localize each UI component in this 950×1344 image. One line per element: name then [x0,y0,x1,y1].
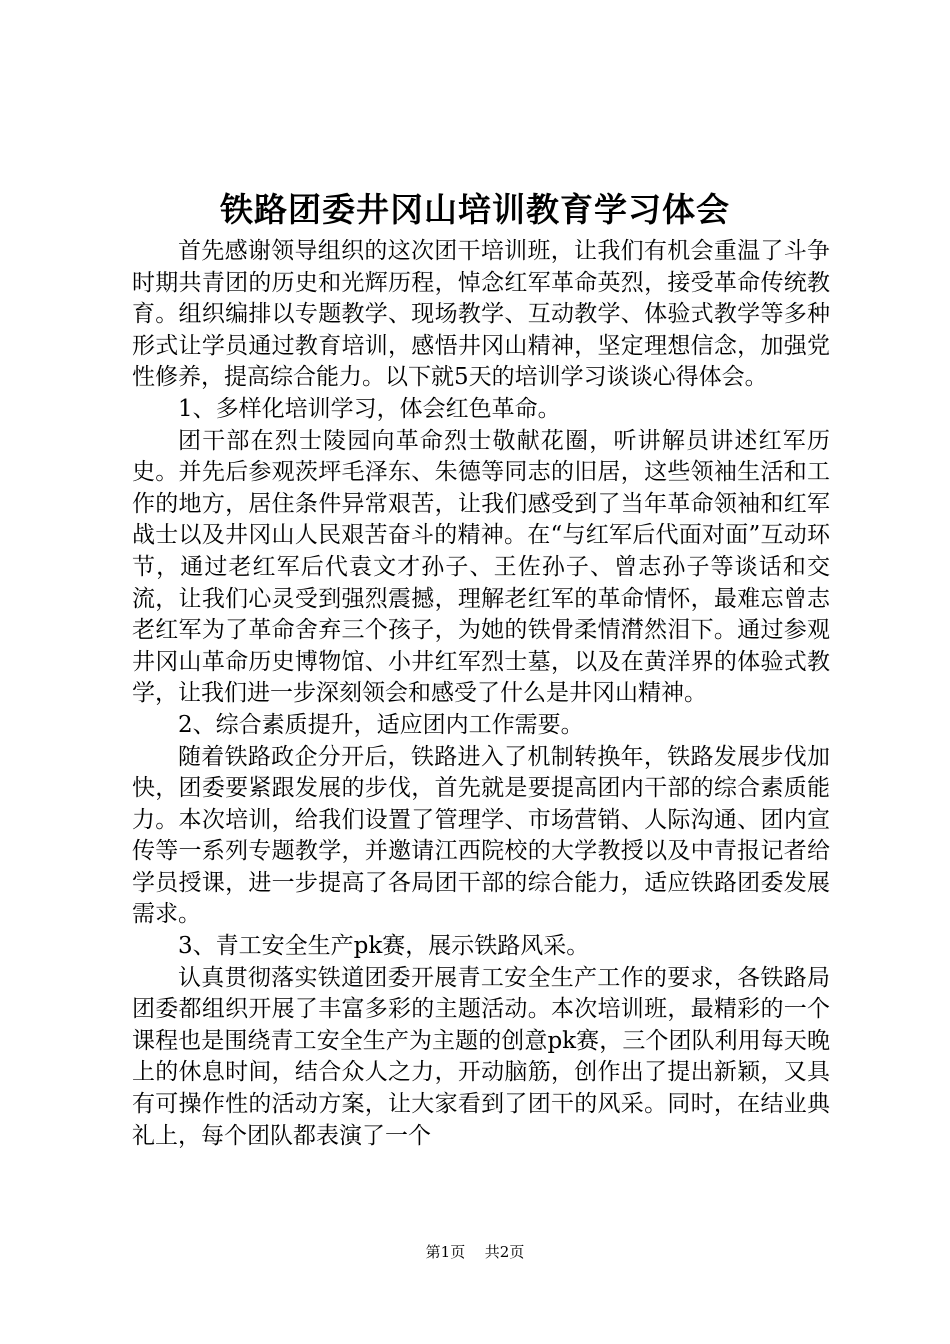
page-number-current: 第1页 [425,1243,466,1261]
paragraph-section-3: 认真贯彻落实铁道团委开展青工安全生产工作的要求，各铁路局团委都组织开展了丰富多彩的主题活动。本次培训班，最精彩的一个课程也是围绕青工安全生产为主题的创意pk赛，三个团队利用每天晚上的休息时间，结合众人之力，开动脑筋，创作出了提出新颖，又具有可操作性的活动方案，让大家看到了团干的风采。同时，在结业典礼上，每个团队都表演了一个 [132,964,830,1149]
section-heading-3: 3、青工安全生产pk赛，展示铁路风采。 [178,933,590,960]
section-heading-2: 2、综合素质提升，适应团内工作需要。 [178,711,584,738]
paragraph-section-2: 随着铁路政企分开后，铁路进入了机制转换年，铁路发展步伐加快，团委要紧跟发展的步伐，首先就是要提高团内干部的综合素质能力。本次培训，给我们设置了管理学、市场营销、人际沟通、团内宣传等一系列专题教学，并邀请江西院校的大学教授以及中青报记者给学员授课，进一步提高了各局团干部的综合能力，适应铁路团委发展需求。 [132,743,830,928]
page-footer [0,1242,950,1262]
document-body [132,236,830,1152]
paragraph-intro: 首先感谢领导组织的这次团干培训班，让我们有机会重温了斗争时期共青团的历史和光辉历程，悼念红军革命英烈，接受革命传统教育。组织编排以专题教学、现场教学、互动教学、体验式教学等多种形式让学员通过教育培训，感悟井冈山精神，坚定理想信念，加强党性修养，提高综合能力。以下就5天的培训学习谈谈心得体会。 [132,238,830,391]
section-heading-1: 1、多样化培训学习，体会红色革命。 [178,395,561,422]
document-title: 铁路团委井冈山培训教育学习体会 [220,190,730,229]
page-number-total: 共2页 [484,1243,525,1261]
paragraph-section-1: 团干部在烈士陵园向革命烈士敬献花圈，听讲解员讲述红军历史。并先后参观茨坪毛泽东、朱德等同志的旧居，这些领袖生活和工作的地方，居住条件异常艰苦，让我们感受到了当年革命领袖和红军战士以及井冈山人民艰苦奋斗的精神。在“与红军后代面对面”互动环节，通过老红军后代袁文才孙子、王佐孙子、曾志孙子等谈话和交流，让我们心灵受到强烈震撼，理解老红军的革命情怀，最难忘曾志老红军为了革命舍弃三个孩子，为她的铁骨柔情潸然泪下。通过参观井冈山革命历史博物馆、小井红军烈士墓，以及在黄洋界的体验式教学，让我们进一步深刻领会和感受了什么是井冈山精神。 [132,427,830,707]
